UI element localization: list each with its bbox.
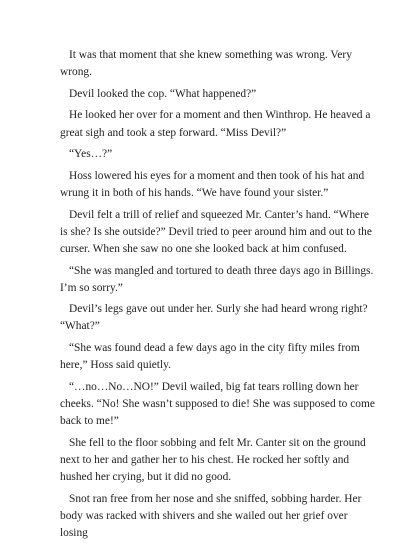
paragraph-11: She fell to the floor sobbing and felt Mr. Canter sit on the ground next to her and gather her to his chest. He rocked her softly and hushed her crying, but it did no good. (60, 436, 366, 483)
paragraph-7: “She was mangled and tortured to death three days ago in Billings. I’m so sorry.” (60, 264, 374, 294)
paragraph-4: “Yes…?” (69, 148, 113, 161)
paragraph-6: Devil felt a trill of relief and squeezed Mr. Canter’s hand. “Where is she? Is she outside?” Devil tried to peer around him and out to the curser. When she saw no one she looked back at him confused. (60, 208, 372, 255)
paragraph-3: He looked her over for a moment and then Winthrop. He heaved a great sigh and took a step forward. “Miss Devil?” (60, 109, 371, 139)
paragraph-10: “…no…No…NO!” Devil wailed, big fat tears rolling down her cheeks. “No! She wasn’t supposed to die! She was supposed to come back to me!” (60, 380, 375, 428)
paragraph-1: It was that moment that she knew something was wrong. Very wrong. (60, 49, 352, 79)
body-text (60, 47, 376, 547)
paragraph-12: Snot ran free from her nose and she sniffed, sobbing harder. Her body was racked with shivers and she wailed out her grief over losing (60, 492, 362, 539)
paragraph-9: “She was found dead a few days ago in the city fifty miles from here,” Hoss said quietly. (60, 342, 360, 372)
paragraph-8: Devil’s legs gave out under her. Surly she had heard wrong right? “What?” (60, 303, 368, 333)
paragraph-2: Devil looked the cop. “What happened?” (69, 87, 257, 100)
paragraph-5: Hoss lowered his eyes for a moment and then took of his hat and wrung it in both of his hands. “We have found your sister.” (60, 169, 365, 200)
